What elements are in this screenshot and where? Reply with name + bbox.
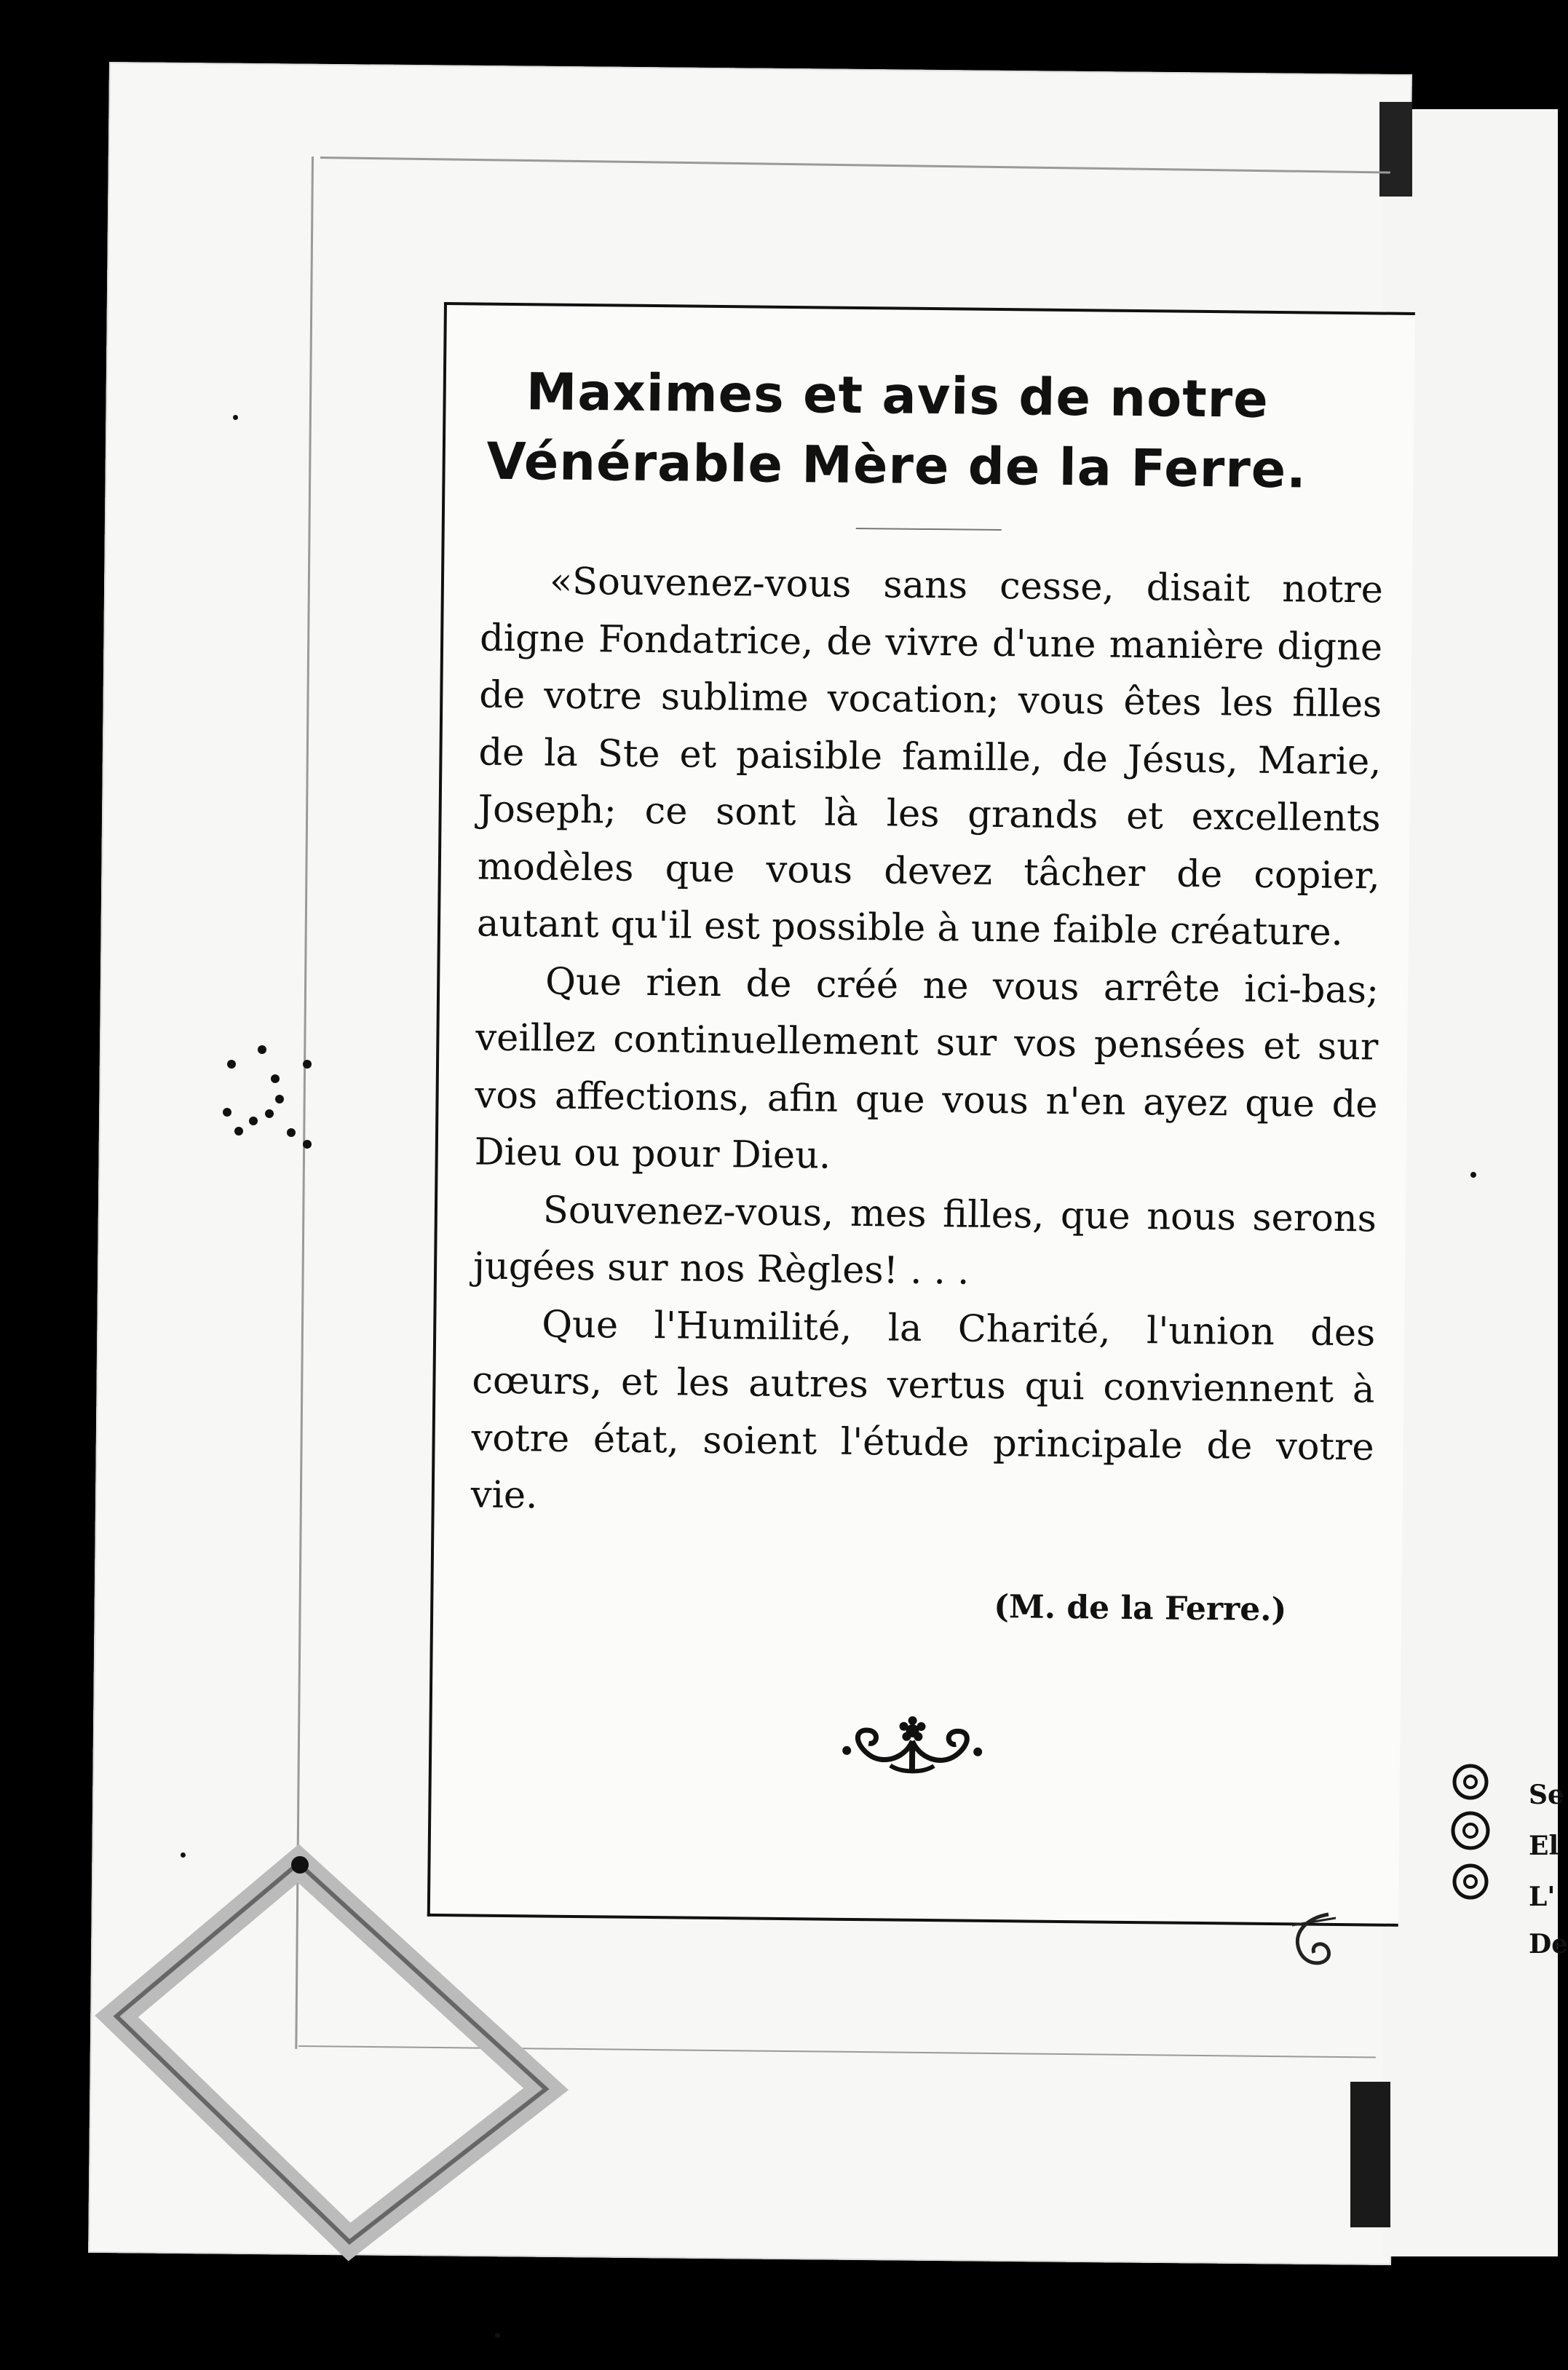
speck <box>233 415 238 420</box>
paragraph-3: Souvenez-vous, mes filles, que nous serons jugées sur nos Règles! . . . <box>472 1188 1377 1293</box>
adjacent-page-ornament <box>1449 1761 1492 1936</box>
fleuron-ornament <box>839 1714 986 1781</box>
binding-shadow-top <box>1379 102 1412 197</box>
page-title <box>445 356 1349 505</box>
bleedthrough-diamond <box>109 1849 561 2256</box>
paragraph-1: «Souvenez-vous sans cesse, disait notre digne Fondatrice, de vivre d'une manière digne de votre sublime vocation; vous êtes les filles de la Ste et paisible famille, de Jésus, Marie, Joseph; ce sont là les grands et excellents modèles que vous devez tâcher de copier, autant qu'il est possible à une faible créature. <box>476 560 1384 954</box>
paragraph-2: Que rien de créé ne vous arrête ici-bas; veillez continuellement sur vos pensées et sur vos affections, afin que vous n'en ayez que de Dieu ou pour Dieu. <box>474 960 1379 1178</box>
title-line-1: Maximes et avis de notre <box>526 362 1270 429</box>
adjacent-text-4: De <box>1529 1929 1568 1959</box>
signature: (M. de la Ferre.) <box>994 1588 1287 1629</box>
adjacent-text-2: El <box>1529 1831 1559 1861</box>
corner-flourish <box>1285 1911 1343 1976</box>
decorative-dots <box>218 1041 320 1165</box>
title-line-2: Vénérable Mère de la Ferre. <box>486 431 1307 500</box>
binding-shadow-bottom <box>1350 2082 1390 2227</box>
adjacent-text-1: Se <box>1529 1780 1564 1810</box>
maxims-card <box>427 302 1415 1927</box>
speck <box>495 2333 500 2338</box>
adjacent-text-3: L' <box>1529 1882 1556 1912</box>
paragraph-4: Que l'Humilité, la Charité, l'union des cœurs, et les autres vertus qui conviennent à votre état, soient l'étude principale de votre vie. <box>470 1302 1376 1518</box>
speck <box>1470 1172 1476 1178</box>
speck <box>181 1852 186 1858</box>
title-divider <box>856 528 1002 531</box>
maxims-text <box>470 553 1383 1534</box>
